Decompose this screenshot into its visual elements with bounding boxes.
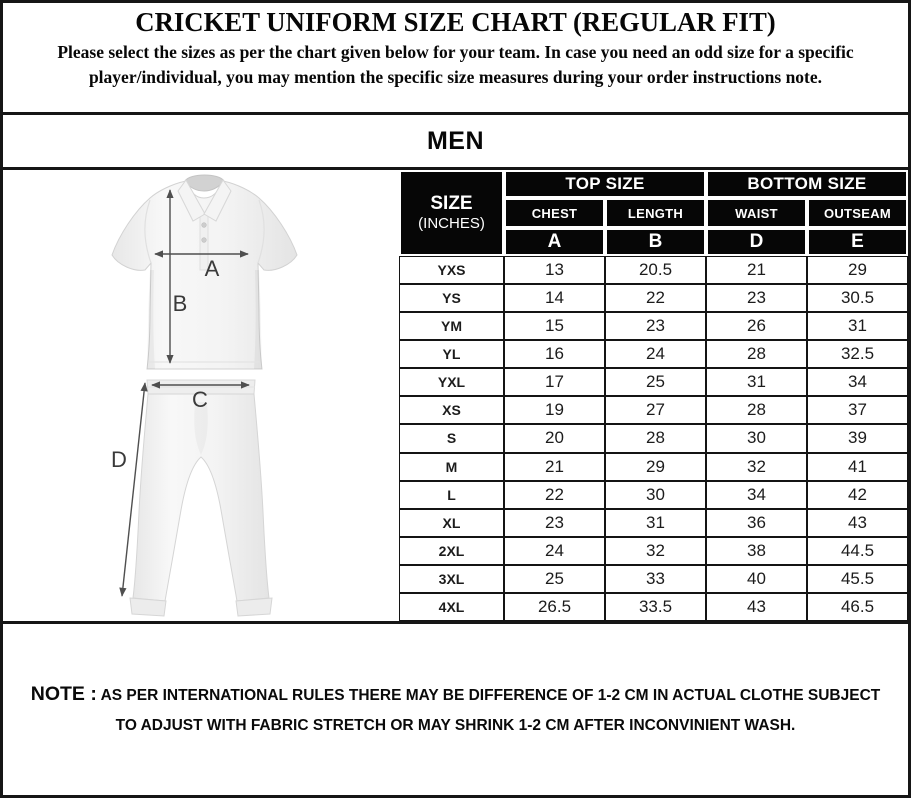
shirt-button (202, 223, 207, 228)
size-value-cell: 22 (504, 481, 605, 509)
size-value-cell: 14 (504, 284, 605, 312)
size-value-cell: 13 (504, 256, 605, 284)
outseam-column-header: OUTSEAM (807, 198, 908, 228)
size-value-cell: 26 (706, 312, 807, 340)
size-row-label: XL (399, 509, 504, 537)
size-value-cell: 20.5 (605, 256, 706, 284)
size-value-cell: 33 (605, 565, 706, 593)
size-value-cell: 37 (807, 396, 908, 424)
content-section (3, 170, 908, 624)
size-value-cell: 24 (605, 340, 706, 368)
size-row-label: XS (399, 396, 504, 424)
size-value-cell: 34 (807, 368, 908, 396)
size-value-cell: 45.5 (807, 565, 908, 593)
size-value-cell: 16 (504, 340, 605, 368)
size-value-cell: 19 (504, 396, 605, 424)
size-value-cell: 27 (605, 396, 706, 424)
size-row-label: YXL (399, 368, 504, 396)
size-row-label: YS (399, 284, 504, 312)
length-marker-label: B (172, 291, 188, 316)
size-row-label: S (399, 424, 504, 452)
waist-letter-header: D (706, 228, 807, 256)
size-table (399, 170, 908, 621)
size-value-cell: 28 (706, 340, 807, 368)
waist-marker-label: C (192, 387, 208, 412)
size-value-cell: 36 (706, 509, 807, 537)
size-value-cell: 25 (605, 368, 706, 396)
size-value-cell: 21 (504, 453, 605, 481)
size-value-cell: 38 (706, 537, 807, 565)
size-value-cell: 29 (605, 453, 706, 481)
top-size-group-header: TOP SIZE (504, 170, 706, 198)
chest-letter-header: A (504, 228, 605, 256)
size-value-cell: 26.5 (504, 593, 605, 621)
size-value-cell: 42 (807, 481, 908, 509)
uniform-figure (3, 170, 399, 621)
shirt-button (202, 238, 207, 243)
size-value-cell: 31 (605, 509, 706, 537)
size-value-cell: 17 (504, 368, 605, 396)
size-value-cell: 25 (504, 565, 605, 593)
note-label: NOTE : (30, 682, 97, 705)
size-value-cell: 30 (605, 481, 706, 509)
page-title: CRICKET UNIFORM SIZE CHART (REGULAR FIT) (135, 7, 776, 37)
size-value-cell: 43 (807, 509, 908, 537)
size-value-cell: 20 (504, 424, 605, 452)
outseam-letter-header: E (807, 228, 908, 256)
size-value-cell: 31 (807, 312, 908, 340)
size-value-cell: 32 (706, 453, 807, 481)
size-table-area (399, 170, 908, 621)
size-row-label: 4XL (399, 593, 504, 621)
size-value-cell: 30 (706, 424, 807, 452)
size-row-label: YL (399, 340, 504, 368)
size-row-label: L (399, 481, 504, 509)
size-value-cell: 41 (807, 453, 908, 481)
size-row-label: YXS (399, 256, 504, 284)
uniform-illustration (3, 170, 399, 621)
size-value-cell: 23 (706, 284, 807, 312)
section-header-men (3, 115, 908, 170)
chest-marker-label: A (204, 256, 220, 281)
size-value-cell: 46.5 (807, 593, 908, 621)
waist-column-header: WAIST (706, 198, 807, 228)
size-value-cell: 30.5 (807, 284, 908, 312)
size-row-label: 2XL (399, 537, 504, 565)
size-value-cell: 28 (706, 396, 807, 424)
size-value-cell: 23 (605, 312, 706, 340)
size-value-cell: 40 (706, 565, 807, 593)
note-body: AS PER INTERNATIONAL RULES THERE MAY BE DIFFERENCE OF 1-2 CM IN ACTUAL CLOTHE SUBJECT TO ADJUST WITH FABRIC STRETCH OR MAY SHRINK 1-2 CM AFTER INCONVINIENT WASH. (100, 686, 881, 734)
note-section (3, 624, 908, 795)
size-value-cell: 43 (706, 593, 807, 621)
outseam-marker-label: D (111, 447, 127, 472)
size-row-label: 3XL (399, 565, 504, 593)
size-value-cell: 33.5 (605, 593, 706, 621)
size-header-label: SIZE (430, 193, 473, 214)
length-letter-header: B (605, 228, 706, 256)
size-value-cell: 24 (504, 537, 605, 565)
size-inches-header (399, 170, 504, 256)
page-subtitle: Please select the sizes as per the chart given below for your team. In case you need an odd size for a specific player/individual, you may mention the specific size measures during your order instructions note. (57, 42, 854, 87)
size-value-cell: 22 (605, 284, 706, 312)
size-value-cell: 39 (807, 424, 908, 452)
size-value-cell: 21 (706, 256, 807, 284)
size-value-cell: 32.5 (807, 340, 908, 368)
trousers-graphic (130, 380, 272, 616)
size-row-label: M (399, 453, 504, 481)
bottom-size-group-header: BOTTOM SIZE (706, 170, 908, 198)
length-column-header: LENGTH (605, 198, 706, 228)
note-text (29, 679, 882, 741)
size-value-cell: 15 (504, 312, 605, 340)
size-value-cell: 34 (706, 481, 807, 509)
size-value-cell: 32 (605, 537, 706, 565)
size-value-cell: 44.5 (807, 537, 908, 565)
size-value-cell: 31 (706, 368, 807, 396)
size-value-cell: 29 (807, 256, 908, 284)
chest-column-header: CHEST (504, 198, 605, 228)
size-value-cell: 28 (605, 424, 706, 452)
inches-header-label: (INCHES) (418, 215, 485, 232)
size-row-label: YM (399, 312, 504, 340)
size-value-cell: 23 (504, 509, 605, 537)
header-section (3, 3, 908, 115)
men-label: MEN (426, 126, 485, 155)
